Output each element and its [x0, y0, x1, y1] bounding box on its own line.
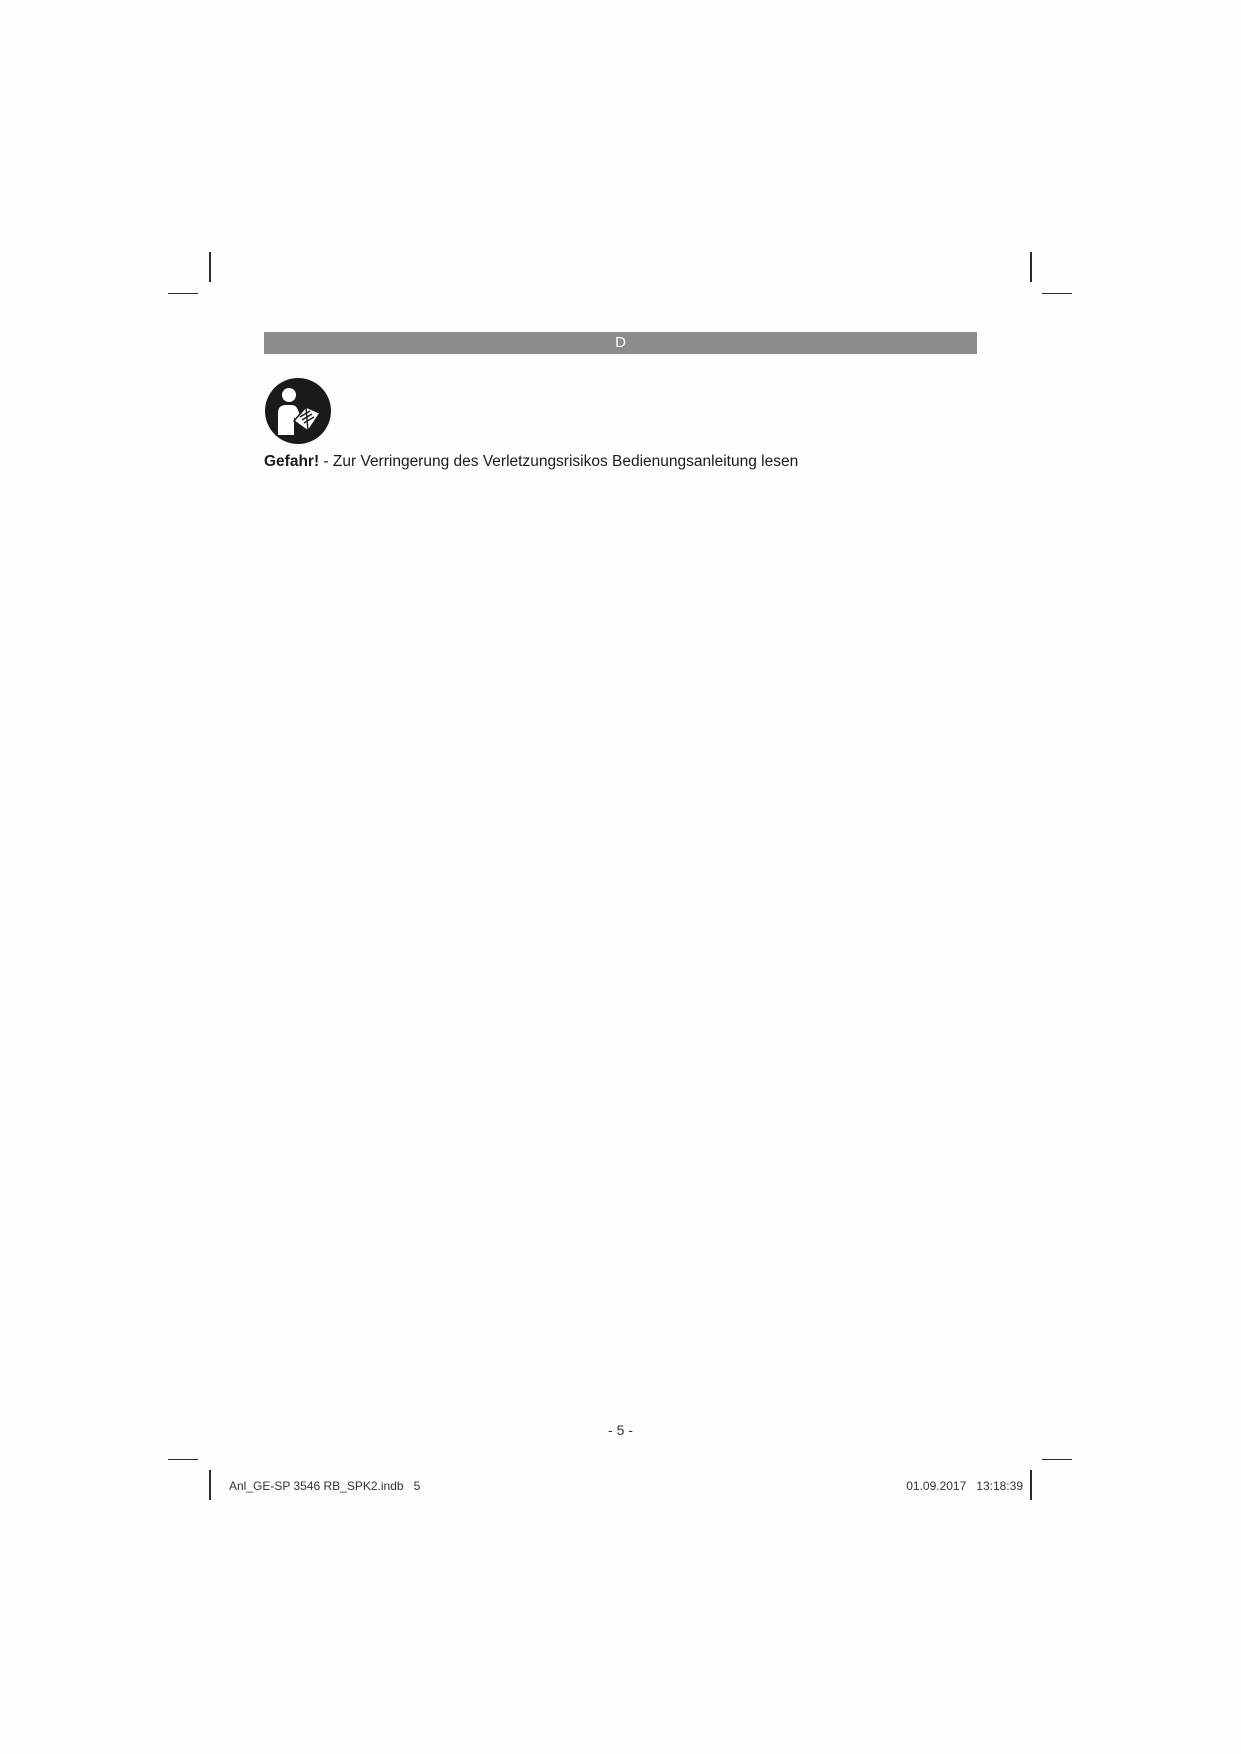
crop-mark-top-left-horizontal — [168, 293, 198, 294]
crop-mark-top-right-horizontal — [1042, 293, 1072, 294]
crop-mark-bottom-right-vertical — [1030, 1470, 1032, 1500]
page-number: - 5 - — [608, 1422, 633, 1438]
crop-mark-top-left-vertical — [209, 252, 211, 282]
safety-warning-text — [264, 452, 798, 472]
print-slug-file — [229, 1479, 420, 1493]
slug-file-name: Anl_GE-SP 3546 RB_SPK2.indb — [229, 1479, 404, 1493]
language-header-bar — [264, 332, 977, 354]
crop-mark-bottom-right-horizontal — [1042, 1459, 1072, 1460]
language-code: D — [615, 334, 626, 351]
read-manual-icon — [264, 377, 332, 445]
signal-word: Gefahr! — [264, 453, 320, 470]
crop-mark-top-right-vertical — [1030, 252, 1032, 282]
slug-file-page: 5 — [413, 1479, 421, 1493]
slug-date: 01.09.2017 — [906, 1479, 967, 1493]
slug-time: 13:18:39 — [976, 1479, 1023, 1493]
warning-description: - Zur Verringerung des Verletzungsrisikos Bedienungsanleitung lesen — [319, 453, 799, 470]
crop-mark-bottom-left-vertical — [209, 1470, 211, 1500]
crop-mark-bottom-left-horizontal — [168, 1459, 198, 1460]
print-slug-timestamp — [906, 1479, 1023, 1493]
